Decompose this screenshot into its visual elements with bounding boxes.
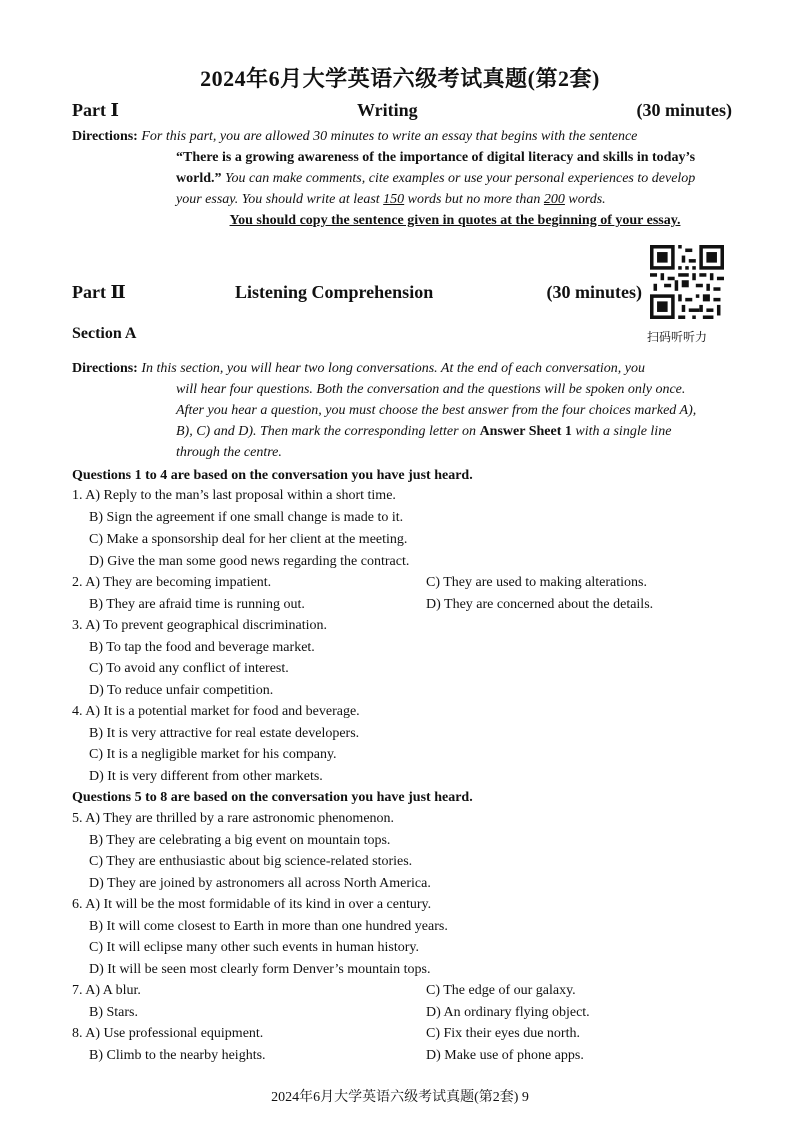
- q6-option-d: D) It will be seen most clearly form Denver’s mountain tops.: [89, 962, 431, 977]
- q4-option-d: D) It is very different from other markets.: [89, 769, 323, 784]
- q5-option-c: C) They are enthusiastic about big science-related stories.: [89, 854, 413, 869]
- q7-option-d: D) An ordinary flying object.: [426, 1005, 590, 1020]
- part2-label: Part Ⅱ: [72, 282, 126, 302]
- group2-header: Questions 5 to 8 are based on the conversation you have just heard.: [72, 790, 473, 805]
- q6-option-a: 6. A) It will be the most formidable of its kind in over a century.: [72, 897, 432, 912]
- q3-option-c: C) To avoid any conflict of interest.: [89, 661, 289, 676]
- q8-option-b: B) Climb to the nearby heights.: [89, 1048, 266, 1063]
- section-a-dir-line3: After you hear a question, you must choose the best answer from the four choices marked A),: [176, 403, 697, 418]
- group1-header: Questions 1 to 4 are based on the conversation you have just heard.: [72, 468, 473, 483]
- section-a-dir-line1: In this section, you will hear two long conversations. At the end of each conversation, you: [141, 361, 646, 376]
- q7-option-b: B) Stars.: [89, 1005, 138, 1020]
- q3-option-d: D) To reduce unfair competition.: [89, 683, 274, 698]
- exam-title: 2024年6月大学英语六级考试真题(第2套): [200, 66, 600, 91]
- qr-code[interactable]: [650, 245, 724, 319]
- section-a-dir-line2: will hear four questions. Both the conversation and the questions will be spoken only once.: [176, 382, 686, 397]
- part1-dir-line3-b: words but no more than: [404, 192, 544, 207]
- part1-dir-sentence-a: “There is a growing awareness of the importance of digital literacy and skills in today’s: [176, 150, 696, 165]
- q1-option-a: 1. A) Reply to the man’s last proposal within a short time.: [72, 488, 396, 503]
- part1-directions: [72, 126, 734, 231]
- section-a-dir-line4-b: with a single line: [571, 424, 672, 439]
- q7-option-c: C) The edge of our galaxy.: [426, 983, 576, 998]
- q8-option-d: D) Make use of phone apps.: [426, 1048, 584, 1063]
- q1-option-b: B) Sign the agreement if one small change is made to it.: [89, 510, 404, 525]
- q2-option-c: C) They are used to making alterations.: [426, 575, 647, 590]
- q8-option-c: C) Fix their eyes due north.: [426, 1026, 580, 1041]
- q8-option-a: 8. A) Use professional equipment.: [72, 1026, 264, 1041]
- q5-option-a: 5. A) They are thrilled by a rare astronomic phenomenon.: [72, 811, 395, 826]
- answer-sheet-label: Answer Sheet 1: [479, 424, 572, 439]
- part1-dir-line3-c: words.: [564, 192, 606, 207]
- q3-option-a: 3. A) To prevent geographical discrimination.: [72, 618, 327, 633]
- part2-time: (30 minutes): [546, 282, 642, 302]
- part2-name: Listening Comprehension: [235, 282, 434, 302]
- part1-directions-label: Directions:: [72, 129, 138, 144]
- q3-option-b: B) To tap the food and beverage market.: [89, 640, 315, 655]
- q4-option-c: C) It is a negligible market for his company.: [89, 747, 337, 762]
- q4-option-b: B) It is very attractive for real estate developers.: [89, 726, 360, 741]
- section-a-directions-label: Directions:: [72, 361, 138, 376]
- section-a-dir-line5: through the centre.: [176, 445, 282, 460]
- q2-option-b: B) They are afraid time is running out.: [89, 597, 305, 612]
- qr-caption: 扫码听听力: [647, 330, 708, 344]
- q6-option-c: C) It will eclipse many other such events in human history.: [89, 940, 419, 955]
- q6-option-b: B) It will come closest to Earth in more than one hundred years.: [89, 919, 448, 934]
- page-footer: 2024年6月大学英语六级考试真题(第2套) 9: [271, 1090, 529, 1105]
- q7-option-a: 7. A) A blur.: [72, 983, 141, 998]
- q2-option-d: D) They are concerned about the details.: [426, 597, 654, 612]
- part1-dir-line1: For this part, you are allowed 30 minutes to write an essay that begins with the sentence: [141, 129, 638, 144]
- section-a-heading: Section A: [72, 325, 137, 342]
- part1-name: Writing: [357, 100, 418, 120]
- part1-header: [72, 100, 732, 124]
- q1-option-c: C) Make a sponsorship deal for her client at the meeting.: [89, 532, 408, 547]
- max-words: 200: [543, 192, 565, 207]
- section-a-dir-line4-a: B), C) and D). Then mark the corresponding letter on: [176, 424, 480, 439]
- q2-option-a: 2. A) They are becoming impatient.: [72, 575, 272, 590]
- section-a-directions: [72, 358, 734, 463]
- q4-option-a: 4. A) It is a potential market for food and beverage.: [72, 704, 360, 719]
- part1-label: Part Ⅰ: [72, 100, 119, 120]
- part2-header: [72, 282, 642, 306]
- part1-dir-instruction: You should copy the sentence given in quotes at the beginning of your essay.: [229, 213, 681, 228]
- q1-option-d: D) Give the man some good news regarding the contract.: [89, 554, 410, 569]
- part1-dir-line3-a: your essay. You should write at least: [176, 192, 384, 207]
- part1-time: (30 minutes): [636, 100, 732, 120]
- part1-dir-sentence-b: world.”: [176, 171, 222, 186]
- q5-option-d: D) They are joined by astronomers all across North America.: [89, 876, 431, 891]
- min-words: 150: [383, 192, 405, 207]
- q5-option-b: B) They are celebrating a big event on mountain tops.: [89, 833, 391, 848]
- part1-dir-line2-rest: You can make comments, cite examples or use your personal experiences to develop: [221, 171, 696, 186]
